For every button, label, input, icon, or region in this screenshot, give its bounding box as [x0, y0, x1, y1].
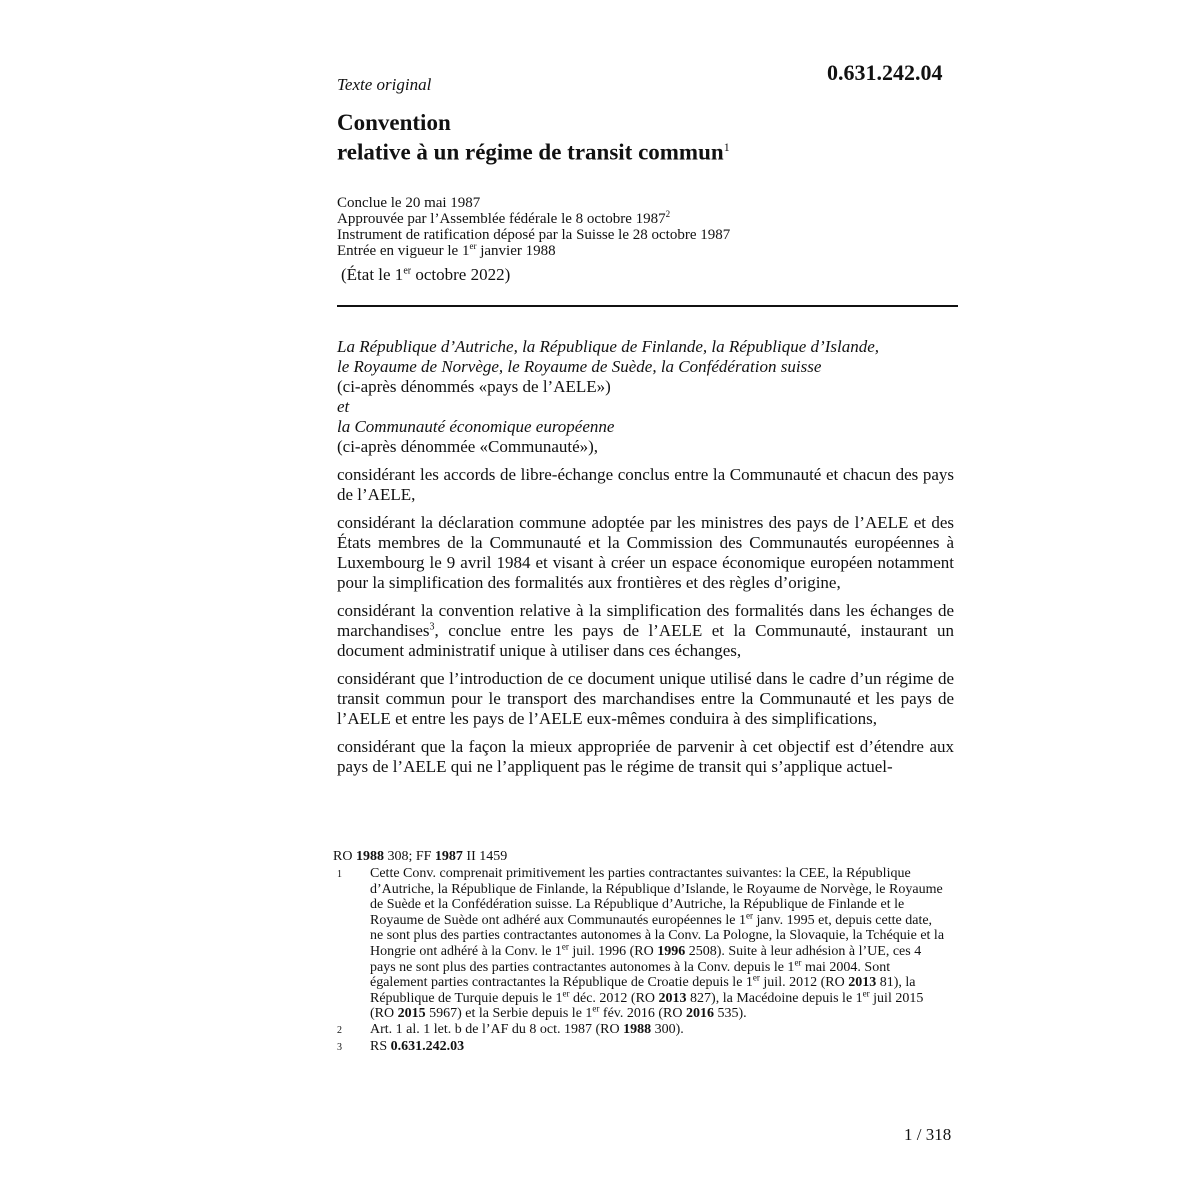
fn1-h: déc. 2012 (RO: [569, 990, 659, 1006]
fn2-bold: 1988: [623, 1021, 652, 1037]
considerant-3-post: , conclue entre les pays de l’AELE et la Communauté, instaurant un document administratif unique à utiliser dans ces échanges,: [337, 621, 954, 660]
etat-post: octobre 2022): [411, 265, 511, 284]
considerant-3: [337, 601, 954, 661]
meta-conclue: Conclue le 20 mai 1987: [337, 195, 481, 211]
fn1-sup-4: er: [752, 972, 760, 983]
etat-sup: er: [403, 265, 412, 277]
fn2-b: 300).: [651, 1021, 684, 1037]
etat-pre: (État le 1: [341, 265, 404, 284]
fn1-b: janv. 1995 et, depuis cette date, ne sont plus des parties contractantes autonomes à la Conv. La Pologne, la Slovaquie, la Tchéquie et la Hongrie ont adhéré à la Conv. le 1: [370, 912, 945, 959]
footnote-2-text: [370, 1022, 947, 1039]
fn1-d: 2508). Suite à leur adhésion à l’UE, ces 4 pays ne sont plus des parties contractantes autonomes à la Conv. depuis le 1: [370, 943, 922, 975]
footnote-3-number: 3: [337, 1041, 342, 1053]
parties-line-3: (ci-après dénommés «pays de l’AELE»): [337, 377, 611, 396]
parties-line-2: le Royaume de Norvège, le Royaume de Suède, la Confédération suisse: [337, 357, 822, 376]
document-reference: 0.631.242.04: [827, 60, 943, 85]
considerant-3-pre: considérant la convention relative à la simplification des formalités dans les échanges de marchandises: [337, 601, 954, 640]
fn1-sup-3: er: [794, 956, 802, 967]
fn3-a: RS: [370, 1038, 391, 1054]
fn1-sup-2: er: [561, 941, 569, 952]
contracting-parties: [337, 337, 954, 457]
fn1-e: mai 2004. Sont également parties contractantes la République de Croatie depuis le 1: [370, 959, 891, 991]
fn1-l-bold: 2016: [686, 1006, 714, 1022]
parties-line-6: (ci-après dénommée «Communauté»),: [337, 437, 599, 456]
footnote-3-text: [370, 1039, 947, 1056]
fn1-h-bold: 2013: [658, 990, 687, 1006]
footnote-source: [333, 849, 507, 865]
source-ro-page: 308; FF: [383, 849, 435, 864]
page-number: 1 / 318: [904, 1125, 952, 1144]
source-ff-year: 1987: [434, 849, 463, 864]
fn1-l: fév. 2016 (RO: [599, 1006, 686, 1022]
fn2-a: Art. 1 al. 1 let. b de l’AF du 8 oct. 1987 (RO: [370, 1021, 624, 1037]
title-footnote-ref[interactable]: 1: [723, 140, 730, 154]
fn1-g: 81), la République de Turquie depuis le 1: [370, 975, 916, 1006]
considerant-2: considérant la déclaration commune adoptée par les ministres des pays de l’AELE et des États membres de la Communauté et la Commission des Communautés européennes à Luxembourg le 9 avril 1984 et visant à créer un espace économique européen notamment pour la simplification des formalités aux frontières et des règles d’origine,: [337, 513, 954, 592]
fn1-j: juil 2015 (RO: [370, 990, 924, 1022]
footnote-1-text: [370, 866, 947, 1022]
meta-entree: [337, 243, 730, 259]
considerant-1: considérant les accords de libre-échange conclus entre la Communauté et chacun des pays de l’AELE,: [337, 465, 954, 504]
fn1-c: juil. 1996 (RO: [568, 943, 658, 959]
texte-original-label: Texte original: [337, 75, 432, 94]
fn1-a: Cette Conv. comprenait primitivement les parties contractantes suivantes: la CEE, la République d’Autriche, la République de Finlande, la République d’Islande, le Royaume de Norvège, le Royaume de Suède et la Confédération suisse. La République d’Autriche, la République de Finlande et le Royaume de Suède ont adhéré aux Communautés européennes le 1: [370, 866, 943, 928]
considerant-5: considérant que la façon la mieux appropriée de parvenir à cet objectif est d’étendre aux pays de l’AELE qui ne l’appliquent pas le régime de transit qui s’applique actuel-: [337, 737, 954, 776]
header-divider: [337, 305, 958, 307]
considerant-4: considérant que l’introduction de ce document unique utilisé dans le cadre d’un régime de transit commun pour le transport des marchandises entre la Communauté et les pays de l’AELE et entre les pays de l’AELE eux-mêmes conduira à des simplifications,: [337, 669, 954, 728]
footnotes: [337, 866, 947, 1055]
fn1-f-bold: 2013: [848, 975, 877, 991]
etat-date: [341, 265, 510, 285]
title-line-2-text: relative à un régime de transit commun: [337, 139, 724, 165]
footnote-1: [337, 866, 947, 1022]
fn1-j-bold: 2015: [397, 1006, 426, 1022]
parties-line-5: la Communauté économique européenne: [337, 417, 615, 436]
fn1-sup-5: er: [562, 988, 570, 999]
preamble: [337, 337, 954, 785]
meta-entree-sup: er: [469, 241, 477, 251]
fn1-c-bold: 1996: [657, 943, 686, 959]
fn1-i: 827), la Macédoine depuis le 1: [686, 990, 863, 1006]
considerant-3-footnote-ref[interactable]: 3: [429, 621, 435, 633]
title-line-2: [337, 135, 730, 165]
meta-approuvee: [337, 211, 730, 227]
fn1-m: 535).: [714, 1006, 747, 1022]
title-line-1: Convention: [337, 110, 451, 135]
source-ff-rest: II 1459: [462, 849, 508, 864]
fn1-f: juil. 2012 (RO: [759, 975, 849, 991]
fn1-sup-6: er: [862, 988, 870, 999]
meta-instrument: Instrument de ratification déposé par la Suisse le 28 octobre 1987: [337, 227, 731, 243]
footnote-1-number: 1: [337, 869, 342, 880]
fn3-bold: 0.631.242.03: [390, 1038, 465, 1054]
footnote-2: [337, 1022, 947, 1039]
source-ro-year: 1988: [355, 849, 384, 864]
meta-entree-pre: Entrée en vigueur le 1: [337, 243, 470, 259]
fn1-k: 5967) et la Serbie depuis le 1: [425, 1006, 593, 1022]
fn1-sup-7: er: [592, 1003, 600, 1014]
meta-approuvee-footnote-ref[interactable]: 2: [665, 209, 671, 219]
parties-line-4: et: [337, 397, 350, 416]
fn1-sup-1: er: [745, 910, 753, 921]
document-title: [337, 110, 730, 165]
meta-entree-post: janvier 1988: [476, 243, 556, 259]
footnote-3: [337, 1039, 947, 1056]
parties-line-1: La République d’Autriche, la République de Finlande, la République d’Islande,: [337, 337, 879, 356]
footnote-2-number: 2: [337, 1024, 342, 1036]
meta-approuvee-text: Approuvée par l’Assemblée fédérale le 8 octobre 1987: [337, 211, 666, 227]
source-ro: RO: [333, 849, 356, 864]
document-metadata: [337, 195, 730, 259]
